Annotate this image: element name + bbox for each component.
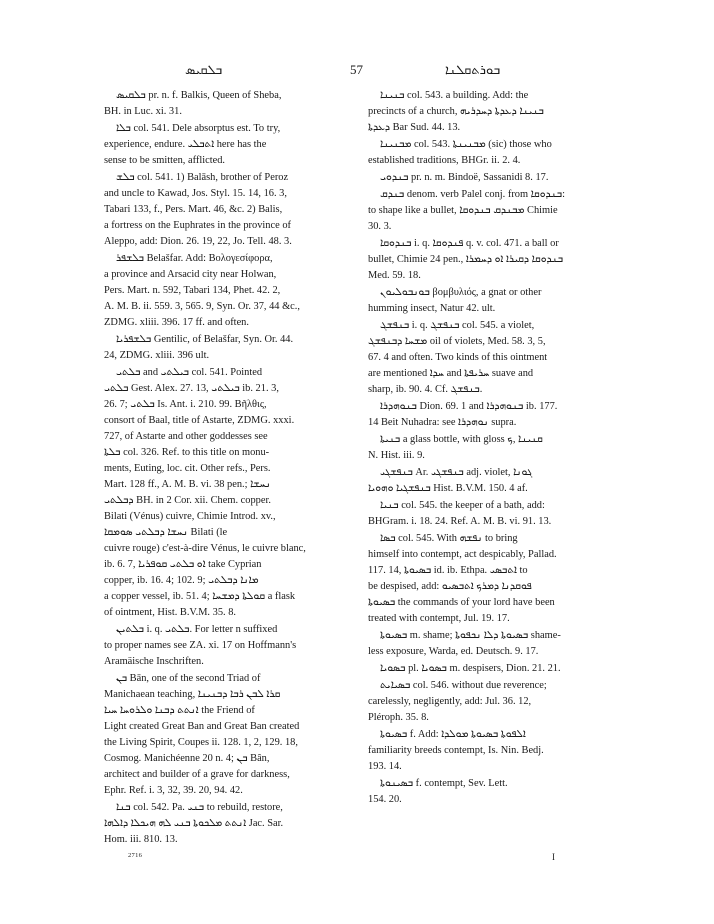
dictionary-entry (104, 170, 352, 250)
dictionary-entry (104, 671, 352, 799)
dictionary-entry (104, 622, 352, 670)
dictionary-entry (104, 365, 352, 621)
running-head-right: ܒܘܪܬܩܠܢܐ (445, 62, 501, 77)
entry-line: BH. in Luc. xi. 31. (104, 106, 182, 117)
entry-line: less exposure, Warda, ed. Deutsch. 9. 17. (368, 646, 539, 657)
entry-line: Hom. iii. 810. 13. (104, 834, 178, 845)
left-column (104, 88, 352, 849)
entry-line: 30. 3. (368, 221, 392, 232)
sheet-mark: I (552, 852, 555, 862)
entry-line: ܕܒܠܬܝ BH. in 2 Cor. xii. Chem. copper. (104, 495, 271, 506)
entry-line: A. M. B. ii. 559. 3, 565. 9, Syn. Or. 37, 44 &c., (104, 301, 300, 312)
entry-line: bullet, Chimie 24 pen., ܒܢܕܘܩܐ ܕܩܝܪܐ ܐܘ ܕܚܡܪܐ (368, 254, 564, 265)
entry-line: ܒܣܝܐܝܬ col. 546. without due reverence; (380, 680, 547, 691)
entry-line: architect and builder of a grave for darkness, (104, 769, 290, 780)
entry-line: familiarity breeds contempt, Is. Nin. Bedj. (368, 745, 544, 756)
entry-line: a fortress on the Euphrates in the province of (104, 220, 291, 231)
entry-line: Pers. Mart. n. 592, Tabari 134, Phet. 42. 2, (104, 285, 281, 296)
entry-line: N. Hist. iii. 9. (368, 450, 425, 461)
entry-line: ܒܠܫܦܪ Belašfar. Add: Βολογεσίφορα, (116, 253, 273, 264)
dictionary-entry (368, 187, 616, 235)
entry-line: Cosmog. Manichéenne 20 n. 4; ܒܢ Bân, (104, 753, 270, 764)
entry-line: ܒܢܦܫܓܝ Ar. ܒܢܦܫܓܝ adj. violet, ܓܘܢܐ (380, 467, 533, 478)
entry-line: ܒܢܦܫܓܝܐ ܘܗܘܝܐ Hist. B.V.M. 150. 4 af. (368, 483, 528, 494)
entry-line: the Living Spirit, Coupes ii. 128. 1, 2, 129. 18, (104, 737, 298, 748)
entry-line: cuivre rouge) c'est-à-dire Vénus, le cuivre blanc, (104, 543, 306, 554)
entry-line: 67. 4 and often. Two kinds of this ointment (368, 352, 548, 363)
entry-line: Mart. 128 ff., A. M. B. vi. 38 pen.; ܢܚܫܐ (104, 479, 271, 490)
entry-line: ܒܢܝܢܐ col. 543. a building. Add: the (380, 90, 529, 101)
right-column (368, 88, 616, 809)
entry-line: Light created Great Ban and Great Ban created (104, 721, 300, 732)
entry-line: ܐܢܬܬ ܕܒܢܐ ܘܠܪܘܚܐ ܚܝܐ the Friend of (104, 705, 255, 716)
entry-line: ments, Euting, loc. cit. Other refs., Pers. (104, 463, 271, 474)
entry-line: ܒܣܝܢܘܬܐ f. contempt, Sev. Lett. (380, 778, 508, 789)
entry-line: to proper names see ZA. xi. 17 on Hoffmann's (104, 640, 297, 651)
entry-line: consort of Baal, title of Astarte, ZDMG. xxxi. (104, 415, 295, 426)
entry-line: ܒܣܝܘܬܐ the commands of your lord have been (368, 597, 555, 608)
entry-line: ZDMG. xliii. 396. 17 ff. and often. (104, 317, 249, 328)
entry-line: ib. 6. 7, ܐܘ ܒܠܬܝ ܩܘܦܪܝܐ take Cyprian (104, 559, 262, 570)
dictionary-entry (104, 800, 352, 848)
dictionary-entry (368, 432, 616, 464)
entry-line: humming insect, Natur 42. ult. (368, 303, 496, 314)
entry-line: ܒܢܕܘܩܐ i. q. ܦܢܕܘܩܐ q. v. col. 471. a ball or (380, 238, 559, 249)
dictionary-entry (104, 332, 352, 364)
entry-line: ܒܢܕܘܝ pr. n. m. Bindoë, Sassanidi 8. 17. (380, 172, 549, 183)
entry-line: carelessly, negligently, add: Jul. 36. 12, (368, 696, 532, 707)
entry-line: himself into contempt, act despicably, Pallad. (368, 549, 557, 560)
entry-line: 154. 20. (368, 794, 402, 805)
dictionary-entry (368, 465, 616, 497)
entry-line: Bilati (Vénus) cuivre, Chimie Introd. xv., (104, 511, 276, 522)
dictionary-entry (368, 318, 616, 398)
entry-line: a copper vessel, ib. 51. 4; ܩܘܠܬܐ ܕܡܫܚܐ a flask (104, 591, 296, 602)
entry-line: to shape like a bullet, ܡܒܢܕܩ ܒܢܕܘܩܐ Chimie (368, 205, 558, 216)
entry-line: ܒܢܘܗܕܪܐ Dion. 69. 1 and ܒܢܘܗܕܪܐ ib. 177. (380, 401, 558, 412)
dictionary-entry (368, 88, 616, 136)
dictionary-entry (368, 661, 616, 677)
entry-line: ܡܒܢܝܢܐ col. 543. ܡܒܢܝܢܬܐ (sic) those who (380, 139, 552, 150)
entry-line: ܒܘܢܒܘܠܝܘܢ βομβυλιός, a gnat or other (380, 287, 542, 298)
dictionary-entry (368, 137, 616, 169)
dictionary-entry (368, 776, 616, 808)
running-head-left: ܒܠܩܝܣ (185, 62, 223, 77)
entry-line: ܡܫܚܐ ܕܒܢܦܫܓ oil of violets, Med. 58. 3, 5, (368, 336, 546, 347)
entry-line: ܒܠܩܝܣ pr. n. f. Balkis, Queen of Sheba, (116, 90, 282, 101)
entry-line: Manichaean teaching, ܩܪܐ ܠܒܢ ܪܒܐ ܕܒܢܝܢܐ (104, 689, 281, 700)
entry-line: ܒܠܬܐ col. 326. Ref. to this title on monu- (104, 447, 270, 458)
entry-line: ܒܣܝܘܬܐ f. Add: ܐܠܦܘܬܐ ܒܣܝܘܬܐ ܡܘܠܕܐ (380, 729, 526, 740)
entry-line: ܒܠܬܝ and ܒܝܠܬܝ col. 541. Pointed (116, 367, 263, 378)
dictionary-entry (368, 498, 616, 530)
entry-line: Aleppo, add: Dion. 26. 19, 22, Jo. Tell. 48. 3. (104, 236, 292, 247)
entry-line: a province and Arsacid city near Holwan, (104, 269, 277, 280)
entry-line: be despised, add: ܦܘܩܕܢܐ ܕܡܪܟ ܐܬܒܣܝܘ (368, 581, 532, 592)
entry-line: sharp, ib. 90. 4. Cf. ܒܢܦܫܓ. (368, 384, 483, 395)
entry-line: ܒܠܬܝ Gest. Alex. 27. 13, ܒܝܠܬܝ ib. 21. 3, (104, 383, 279, 394)
entry-line: are mentioned ܚܕܐ and ܚܪܝܦܬܐ suave and (368, 368, 534, 379)
page-number: 57 (350, 62, 363, 77)
entry-line: Aramäische Inschriften. (104, 656, 204, 667)
entry-line: 727, of Astarte and other goddesses see (104, 431, 268, 442)
entry-line: ܒܣܐ col. 545. With ܢܦܫܗ to bring (380, 533, 518, 544)
entry-line: Med. 59. 18. (368, 270, 421, 281)
dictionary-entry (368, 678, 616, 726)
dictionary-entry (104, 251, 352, 331)
entry-line: ܒܢ Bān, one of the second Triad of (116, 673, 261, 684)
entry-line: BHGram. i. 18. 24. Ref. A. M. B. vi. 91. 13. (368, 516, 552, 527)
entry-line: ܒܠܬܝܢ i. q. ܒܠܬܝ. For letter n suffixed (116, 624, 278, 635)
entry-line: experience, endure. ܐܬܒܠܝ here has the (104, 139, 267, 150)
entry-line: ܒܠܫܦܪܝܐ Gentilic, of Belašfar, Syn. Or. 44. (116, 334, 294, 345)
entry-line: ܒܢܦܫܓ i. q. ܒܢܦܫܓ col. 545. a violet, (380, 320, 535, 331)
dictionary-entry (104, 121, 352, 169)
entry-line: copper, ib. 16. 4; 102. 9; ܡܐܢܐ ܕܒܠܬܝ (104, 575, 259, 586)
entry-line: Tabari 133, f., Pers. Mart. 46, &c. 2) Balis, (104, 204, 283, 215)
dictionary-entry (368, 399, 616, 431)
dictionary-entry (368, 727, 616, 775)
entry-line: 193. 14. (368, 761, 402, 772)
dictionary-entry (368, 285, 616, 317)
entry-line: ܒܢܕܩ denom. verb Palel conj. from ܒܢܕܘܩܐ: (380, 189, 565, 200)
entry-line: 26. 7; ܒܠܬܝ Is. Ant. i. 210. 99. Βῆλθις, (104, 399, 267, 410)
entry-line: 117. 14, ܒܣܝܘܬܐ id. ib. Ethpa. ܐܬܒܣܝ to (368, 565, 528, 576)
entry-line: 14 Beit Nuhadra: see ܢܘܗܕܪܐ supra. (368, 417, 517, 428)
dictionary-entry (368, 170, 616, 186)
entry-line: of ointment, Hist. B.V.M. 35. 8. (104, 607, 237, 618)
entry-line: ܒܣܘܝܐ pl. ܒܣܘܝܐ m. despisers, Dion. 21. 21. (380, 663, 561, 674)
entry-line: sense to be smitten, afflicted. (104, 155, 225, 166)
entry-line: ܒܢܐ col. 542. Pa. ܒܢܝ to rebuild, restore, (116, 802, 283, 813)
dictionary-entry (368, 628, 616, 660)
entry-line: treated with contempt, Jul. 19. 17. (368, 613, 510, 624)
dictionary-entry (368, 236, 616, 284)
entry-line: precincts of a church, ܒܢܝܢܐ ܕܥܕܬܐ ܕܚܕܪܝܗ (368, 106, 544, 117)
entry-line: ܒܠܫ col. 541. 1) Balāsh, brother of Peroz (116, 172, 289, 183)
entry-line: ܢܚܫܐ ܕܒܠܬܝ ܣܘܡܩܐ Bilati (le (104, 527, 228, 538)
entry-line: 24, ZDMG. xliii. 396 ult. (104, 350, 210, 361)
dictionary-entry (368, 531, 616, 627)
entry-line: ܒܢܝܐ col. 545. the keeper of a bath, add: (380, 500, 545, 511)
entry-line: established traditions, BHGr. ii. 2. 4. (368, 155, 521, 166)
entry-line: Ephr. Ref. i. 3, 32, 39. 20, 94. 42. (104, 785, 243, 796)
entry-line: Pléroph. 35. 8. (368, 712, 429, 723)
printer-signature: 2716 (128, 852, 143, 859)
entry-line: ܒܠܐ col. 541. Dele absorptus est. To try, (116, 123, 281, 134)
entry-line: ܒܢܝܬܐ a glass bottle, with gloss ܩܢܝܢܐ ,ܟ (380, 434, 543, 445)
entry-line: and uncle to Kawad, Jos. Styl. 15. 14, 16. 3, (104, 188, 287, 199)
entry-line: ܐܢܬܬ ܡܠܟܘܬܐ ܒܢܝ ܠܗ ܗܝܟܠܐ ܕܐܠܗܐ Jac. Sar. (104, 818, 284, 829)
entry-line: ܒܣܝܘܬܐ m. shame; ܒܣܝܘܬܐ ܕܠܐ ܢܟܦܘܬܐ shame- (380, 630, 561, 641)
dictionary-entry (104, 88, 352, 120)
entry-line: ܕܥܕܬܐ Bar Sud. 44. 13. (368, 122, 461, 133)
